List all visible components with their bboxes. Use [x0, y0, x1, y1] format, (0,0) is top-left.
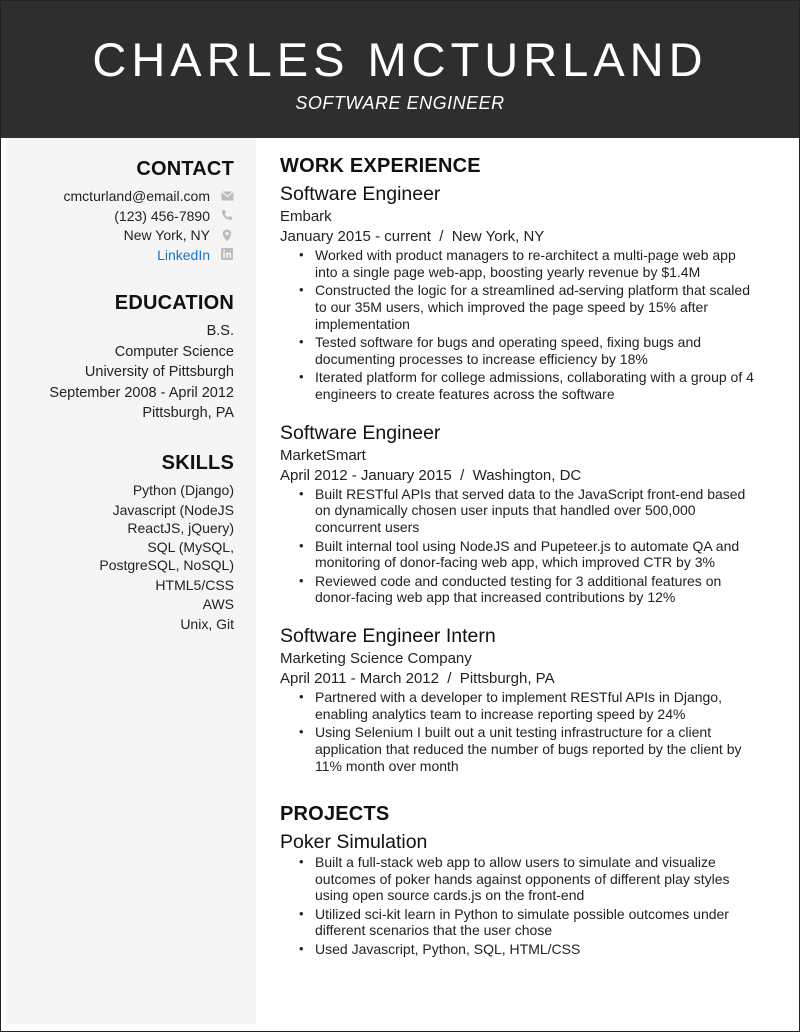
phone-text: (123) 456-7890 [114, 207, 210, 224]
education-degree: B.S. [206, 323, 234, 339]
job-title: Software Engineer [280, 421, 441, 444]
candidate-title: SOFTWARE ENGINEER [295, 93, 505, 113]
job-title: Software Engineer [280, 183, 441, 205]
skill-item: SQL (MySQL, PostgreSQL, NoSQL) [99, 539, 234, 573]
job-bullet: • Reviewed code and conducted testing for 3 additional features on donor-facing web app that increased contributions by 12% [315, 573, 760, 607]
skill-item: Unix, Git [180, 615, 234, 632]
job-bullet: • Built RESTful APIs that served data to the JavaScript front-end based on dynamically chosen user inputs that handled over 500,000 concurrent users [315, 486, 760, 536]
job-bullet: • Using Selenium I built out a unit testing infrastructure for a client application that reduced the number of bugs reported by the client by 11% month over month [315, 724, 760, 774]
job-dates: April 2011 - March 2012 / Pittsburgh, PA [280, 670, 555, 688]
skill-item: Python (Django) [132, 482, 234, 498]
project-bullet: • Built a full-stack web app to allow users to simulate and visualize outcomes of poker hands against opponents of different play styles using open source cards.js on the front-end [315, 854, 760, 904]
candidate-name: CHARLES MCTURLAND [92, 33, 708, 86]
job-bullet: • Worked with product managers to re-architect a multi-page web app into a single page web-app, boosting yearly revenue by $1.4M [315, 247, 760, 281]
education-dates: September 2008 - April 2012 [49, 384, 234, 401]
job-dates: January 2015 - current / New York, NY [280, 228, 545, 245]
location-text: New York, NY [123, 227, 210, 243]
education-heading: EDUCATION [114, 292, 234, 314]
job-bullet: • Constructed the logic for a streamlined ad-serving platform that scaled to our 35M users, which improved the page speed by 15% after implementation [315, 282, 760, 332]
linkedin-link[interactable]: LinkedIn [157, 246, 210, 263]
job-dates: April 2012 - January 2015 / Washington, DC [280, 466, 582, 484]
job-company: Marketing Science Company [280, 650, 472, 668]
work-experience-heading: WORK EXPERIENCE [280, 155, 481, 177]
skill-item: Javascript (NodeJS ReactJS, jQuery) [112, 501, 234, 536]
job-bullet: • Tested software for bugs and operating speed, fixing bugs and documenting processes to increase efficiency by 18% [315, 334, 760, 368]
job-title: Software Engineer Intern [280, 625, 496, 648]
job-bullet: • Iterated platform for college admissions, collaborating with a group of 4 engineers to create features across the software [315, 369, 760, 403]
projects-heading: PROJECTS [280, 802, 390, 825]
job-company: MarketSmart [280, 446, 366, 464]
project-title: Poker Simulation [280, 830, 428, 853]
project-bullet: • Used Javascript, Python, SQL, HTML/CSS [315, 941, 760, 958]
project-bullet: • Utilized sci-kit learn in Python to simulate possible outcomes under different scenarios that the user chose [315, 906, 760, 940]
skills-heading: SKILLS [161, 452, 234, 474]
education-major: Computer Science [114, 343, 234, 360]
education-school: University of Pittsburgh [84, 364, 234, 380]
job-bullet: • Partnered with a developer to implement RESTful APIs in Django, enabling analytics team to increase reporting speed by 24% [315, 689, 760, 723]
email-text: cmcturland@email.com [63, 188, 210, 204]
job-bullet: • Built internal tool using NodeJS and Pupeteer.js to automate QA and monitoring of donor-facing web app, which improved CTR by 3% [315, 538, 760, 572]
job-company: Embark [280, 208, 332, 225]
skill-item: HTML5/CSS [155, 576, 234, 593]
education-location: Pittsburgh, PA [142, 405, 234, 421]
skill-item: AWS [202, 596, 234, 612]
contact-heading: CONTACT [136, 158, 234, 180]
